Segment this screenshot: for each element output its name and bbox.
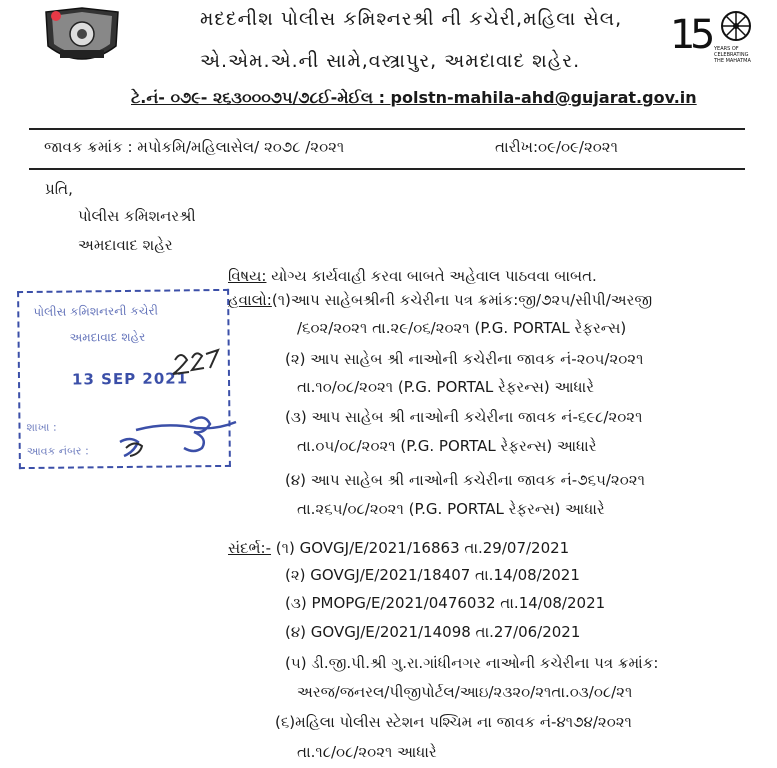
sandarbh-item-2: (૨) GOVGJ/E/2021/18407 તા.14/08/2021 [285,566,580,584]
charkha-wheel-icon [722,12,750,40]
stamp-date: 13 SEP 2021 [71,369,189,389]
sandarbh-item-5-cont: અરજ/જનરલ/પીજીપોર્ટલ/આઇ/૨૩૨૦/૨૧તા.૦૩/૦૮/૨૧ [297,683,633,701]
recipient-to: પ્રતિ, [45,180,73,198]
subject-label: વિષય: [228,267,267,285]
svg-text:1: 1 [670,12,696,58]
sandarbh-item-6-cont: તા.૧૮/૦૮/૨૦૨૧ આધારે [297,743,437,761]
subject-line [228,267,597,285]
havalo-item-1-cont: /૬૦૨/૨૦૨૧ તા.૨૯/૦૬/૨૦૨૧ (P.G. PORTAL રેફરન્સ) [297,319,627,337]
letter-date: તારીખ:૦૯/૦૯/૨૦૨૧ [495,138,618,156]
havalo-item-3: (૩) આપ સાહેબ શ્રી નાઓની કચેરીના જાવક નં-૬૯૮/૨૦૨૧ [285,408,643,426]
sandarbh-item-3: (૩) PMOPG/E/2021/0476032 તા.14/08/2021 [285,594,606,612]
gujarat-police-logo [38,6,126,68]
sandarbh-item-1-text: (૧) GOVGJ/E/2021/16863 તા.29/07/2021 [271,539,570,557]
recipient-city: અમદાવાદ શહેર [78,236,173,254]
contact-line [131,88,697,108]
havalo-item-4: (૪) આપ સાહેબ શ્રી નાઓની કચેરીના જાવક નં-૭૬૫/૨૦૨૧ [285,471,645,489]
red-dot-icon [51,11,61,21]
sandarbh-item-1 [228,539,569,557]
mahatma-150-badge [668,4,760,66]
havalo-label: હવાલો: [228,291,272,309]
stamp-city: અમદાવાદ શહેર [69,329,146,345]
havalo-item-1-text: (૧)આપ સાહેબશ્રીની કચેરીના પત્ર ક્રમાંક:જી/૭૨૫/સીપી/અરજી [271,291,653,309]
recipient-title: પોલીસ કમિશનરશ્રી [78,207,196,225]
office-title: મદદનીશ પોલીસ કમિશ્નરશ્રી ની કચેરી,મહિલા સેલ, [200,8,623,30]
sandarbh-item-5: (૫) ડી.જી.પી.શ્રી ગુ.રા.ગાંધીનગર નાઓની કચેરીના પત્ર ક્રમાંક: [285,654,659,672]
subject-text: યોગ્ય કાર્યવાહી કરવા બાબતે અહેવાલ પાઠવવા બાબત. [266,267,597,285]
handwritten-signature-icon [40,330,250,470]
stamp-inward-label: આવક નંબર : [26,444,89,459]
stamp-branch-label: શાખા : [26,420,57,435]
havalo-item-4-cont: તા.૨૬૫/૦૮/૨૦૨૧ (P.G. PORTAL રેફરન્સ) આધારે [297,500,605,518]
havalo-item-2-cont: તા.૧૦/૦૮/૨૦૨૧ (P.G. PORTAL રેફરન્સ) આધારે [297,378,594,396]
sandarbh-item-6: (૬)મહિલા પોલીસ સ્ટેશન પશ્ચિમ ના જાવક નં-૪૧૭૪/૨૦૨૧ [275,713,632,731]
svg-text:THE MAHATMA: THE MAHATMA [714,58,751,64]
havalo-item-2: (૨) આપ સાહેબ શ્રી નાઓની કચેરીના જાવક નં-૨૦૫/૨૦૨૧ [285,350,644,368]
stamp-office: પોલીસ કમિશનરની કચેરી [33,303,159,319]
svg-text:5: 5 [690,12,716,58]
sandarbh-item-4: (૪) GOVGJ/E/2021/14098 તા.27/06/2021 [285,623,581,641]
svg-text:CELEBRATING: CELEBRATING [714,52,749,58]
havalo-item-3-cont: તા.૦૫/૦૮/૨૦૨૧ (P.G. PORTAL રેફરન્સ) આધારે [297,437,597,455]
office-address: એ.એમ.એ.ની સામે,વસ્ત્રાપુર, અમદાવાદ શહેર. [200,50,581,72]
phone-numbers: ટે.નં- ૦૭૯- ૨૬૩૦૦૦૭૫/૭૮ઈ-મેઈલ : [131,88,385,107]
sandarbh-label: સંદર્ભ:- [228,539,272,557]
svg-text:YEARS OF: YEARS OF [714,46,739,52]
outward-number: જાવક ક્રમાંક : મપોકમિ/મહિલાસેલ/ ૨૦૭૮ /૨૦૨૧ [44,138,345,156]
havalo-item-1 [228,291,652,309]
email-address: polstn-mahila-ahd@gujarat.gov.in [390,88,697,107]
